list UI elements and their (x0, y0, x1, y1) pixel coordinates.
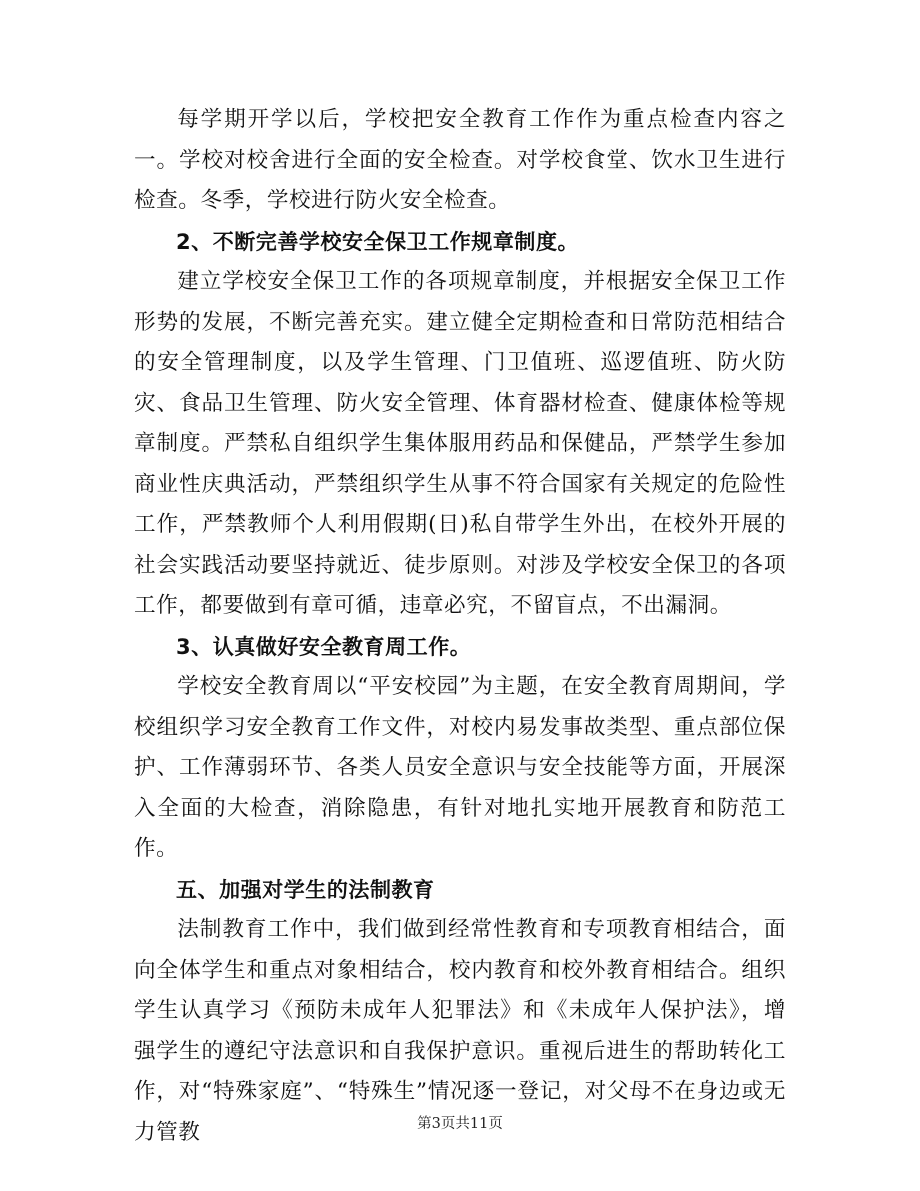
paragraph-legal-education: 法制教育工作中，我们做到经常性教育和专项教育相结合，面向全体学生和重点对象相结合，校内教育和校外教育相结合。组织学生认真学习《预防未成年人犯罪法》和《未成年人保护法》，增强学生的遵纪守法意识和自我保护意识。重视后进生的帮助转化工作，对“特殊家庭”、“特殊生”情况逐一登记，对父母不在身边或无力管教 (134, 917, 786, 1145)
heading-safety-week: 3、认真做好安全教育周工作。 (176, 634, 472, 659)
paragraph-inspection: 每学期开学以后，学校把安全教育工作作为重点检查内容之一。学校对校舍进行全面的安全检查。对学校食堂、饮水卫生进行检查。冬季，学校进行防火安全检查。 (134, 107, 786, 213)
document-body (134, 100, 786, 1153)
page-number-footer: 第3页共11页 (417, 1116, 503, 1132)
heading-regulations: 2、不断完善学校安全保卫工作规章制度。 (176, 229, 580, 254)
paragraph-safety-week: 学校安全教育周以“平安校园”为主题，在安全教育周期间，学校组织学习安全教育工作文件，对校内易发事故类型、重点部位保护、工作薄弱环节、各类人员安全意识与安全技能等方面，开展深入全面的大检查，消除隐患，有针对地扎实地开展教育和防范工作。 (134, 674, 786, 861)
heading-legal-education: 五、加强对学生的法制教育 (176, 877, 435, 902)
paragraph-regulations: 建立学校安全保卫工作的各项规章制度，并根据安全保卫工作形势的发展，不断完善充实。建立健全定期检查和日常防范相结合的安全管理制度，以及学生管理、门卫值班、巡逻值班、防火防灾、食品卫生管理、防火安全管理、体育器材检查、健康体检等规章制度。严禁私自组织学生集体服用药品和保健品，严禁学生参加商业性庆典活动，严禁组织学生从事不符合国家有关规定的危险性工作，严禁教师个人利用假期(日)私自带学生外出，在校外开展的社会实践活动要坚持就近、徒步原则。对涉及学校安全保卫的各项工作，都要做到有章可循，违章必究，不留盲点，不出漏洞。 (134, 269, 786, 618)
